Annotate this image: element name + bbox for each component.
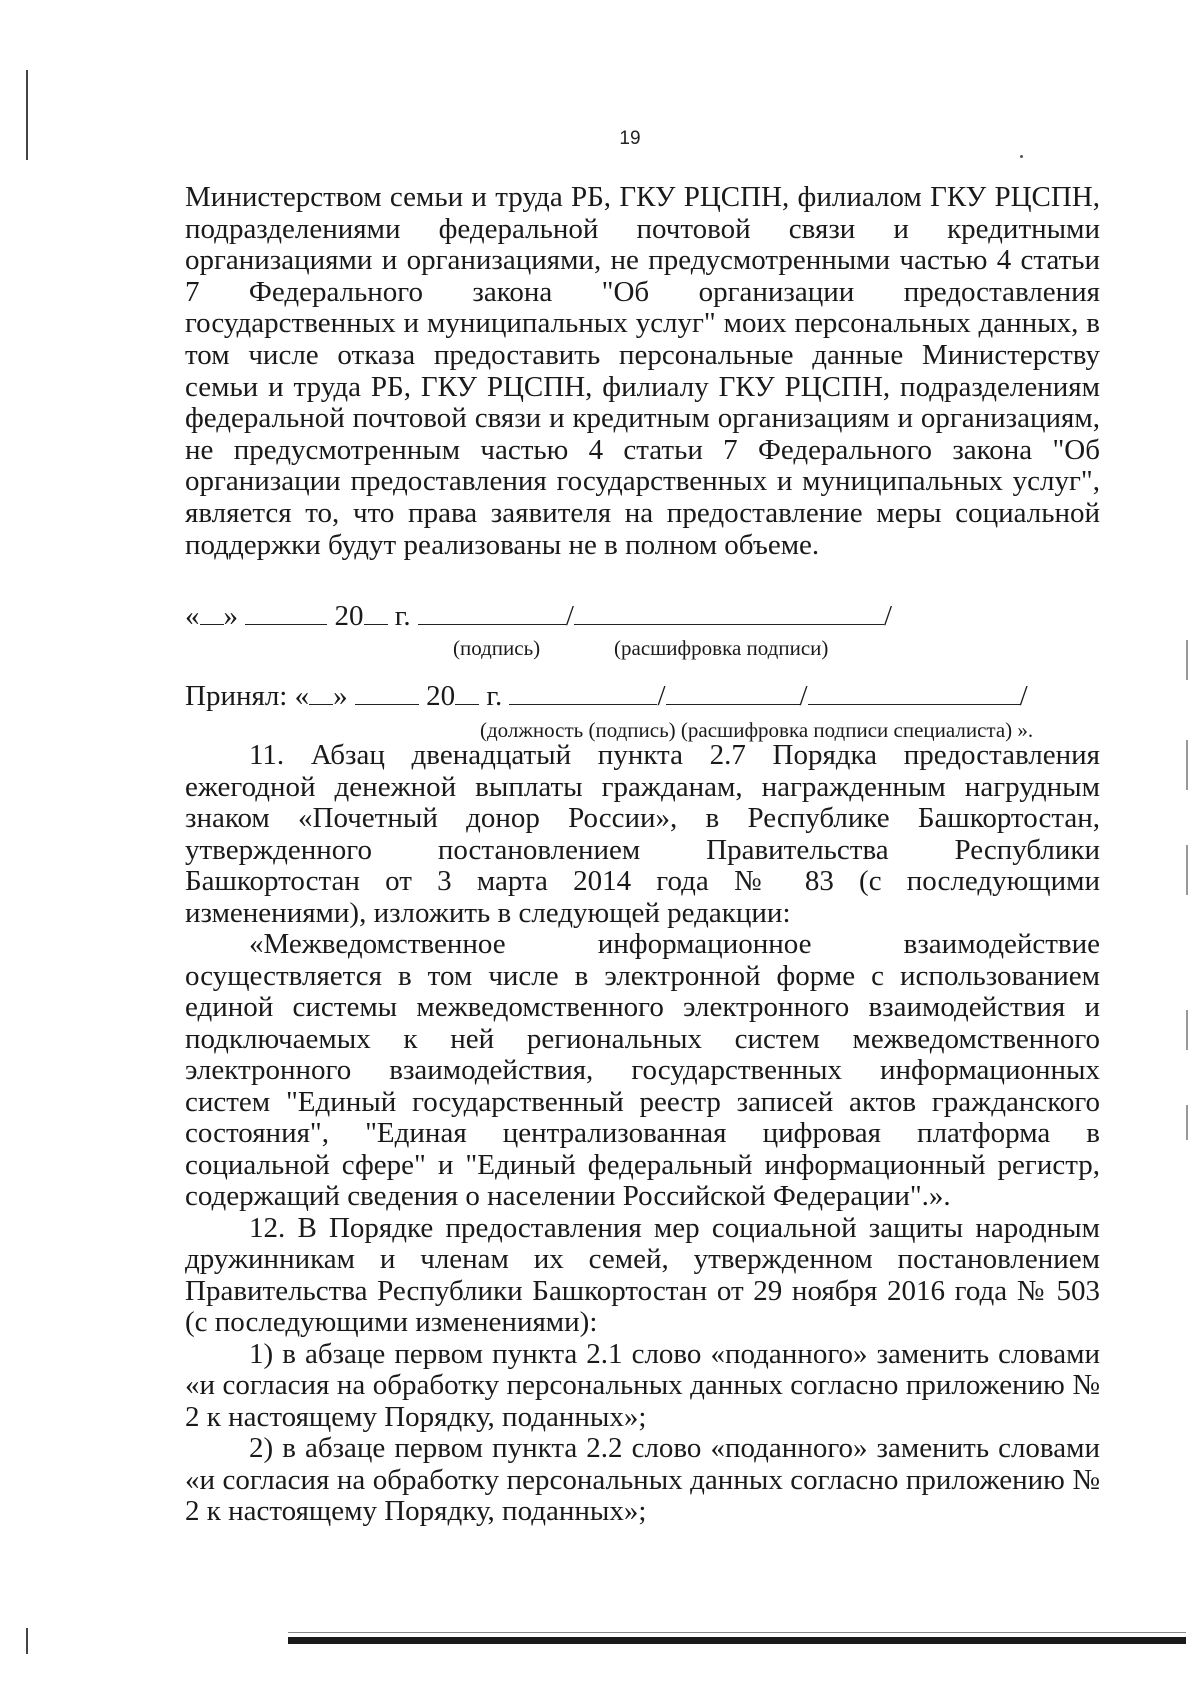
signature-year-prefix: 20 — [334, 600, 364, 632]
accepted-day-blank — [309, 682, 333, 705]
scan-dot — [1020, 155, 1023, 158]
accepted-month-blank — [355, 682, 419, 705]
accepted-year-blank — [455, 682, 479, 705]
accepted-close-quote: » — [333, 680, 348, 712]
signature-year-suffix: г. — [394, 600, 411, 632]
right-margin-mark-1 — [1186, 640, 1188, 680]
right-margin-mark-2 — [1186, 740, 1188, 790]
accepted-slash-1: / — [657, 680, 666, 712]
bottom-rule-thin — [288, 1632, 1186, 1633]
item-12-paragraph: 12. В Порядке предоставления мер социальной защиты народным дружинникам и членам их семей, утвержденном постановлением Правительства Республики Башкортостан от 29 ноября 2016 года № 503 (с последующими изменениями): — [185, 1211, 1100, 1338]
signature-line — [185, 600, 892, 632]
accepted-year-suffix: г. — [486, 680, 503, 712]
accepted-signature-blank — [666, 682, 800, 705]
left-margin-mark-bottom — [26, 1628, 28, 1654]
item-11-paragraph: 11. Абзац двенадцатый пункта 2.7 Порядка предоставления ежегодной денежной выплаты гражданам, награжденным нагрудным знаком «Почетный донор России», в Республике Башкортостан, утвержденного постановлением Правительства Республики Башкортостан от 3 марта 2014 года № 83 (с последующими изменениями), изложить в следующей редакции: — [185, 739, 1100, 929]
signature-month-blank — [245, 602, 327, 625]
item-12-sub-1: 1) в абзаце первом пункта 2.1 слово «поданного» заменить словами «и согласия на обработку персональных данных согласно приложению № 2 к настоящему Порядку, поданных»; — [185, 1337, 1100, 1433]
accepted-year-prefix: 20 — [426, 680, 456, 712]
caption-accepted: (должность (подпись) (расшифровка подписи специалиста) ». — [480, 718, 1034, 742]
signature-day-blank — [200, 602, 224, 625]
signature-close-quote: » — [223, 600, 238, 632]
accepted-decoding-blank — [808, 682, 1020, 705]
signature-slash-2: / — [883, 600, 892, 632]
caption-signature-decoding: (расшифровка подписи) — [614, 636, 829, 660]
accepted-slash-2: / — [799, 680, 808, 712]
accepted-line — [185, 680, 1028, 712]
signature-slash-1: / — [565, 600, 574, 632]
signature-open-quote: « — [185, 600, 200, 632]
intro-paragraph: Министерством семьи и труда РБ, ГКУ РЦСПН, филиалом ГКУ РЦСПН, подразделениями федеральной почтовой связи и кредитными организациями и организациями, не предусмотренными частью 4 статьи 7 Федерального закона "Об организации предоставления государственных и муниципальных услуг" моих персональных данных, в том числе отказа предоставить персональные данные Министерству семьи и труда РБ, ГКУ РЦСПН, филиалу ГКУ РЦСПН, подразделениям федеральной почтовой связи и кредитным организациям и организациям, не предусмотренным частью 4 статьи 7 Федерального закона "Об организации предоставления государственных и муниципальных услуг", является то, что права заявителя на предоставление меры социальной поддержки будут реализованы не в полном объеме. — [185, 181, 1100, 561]
intro-paragraph-block — [185, 182, 1100, 561]
caption-signature: (подпись) — [453, 636, 541, 660]
accepted-label: Принял: — [185, 680, 288, 712]
bottom-rule — [288, 1637, 1186, 1644]
accepted-position-blank — [509, 682, 657, 705]
body-items-block — [185, 740, 1100, 1528]
page-number: 19 — [619, 128, 641, 149]
right-margin-mark-4 — [1186, 1010, 1188, 1050]
right-margin-mark-3 — [1186, 845, 1188, 895]
signature-decoding-blank — [574, 602, 884, 625]
right-margin-mark-5 — [1186, 1105, 1188, 1140]
signature-year-blank — [364, 602, 388, 625]
accepted-slash-3: / — [1019, 680, 1028, 712]
signature-blank — [418, 602, 566, 625]
accepted-open-quote: « — [294, 680, 310, 712]
item-12-sub-2: 2) в абзаце первом пункта 2.2 слово «поданного» заменить словами «и согласия на обработку персональных данных согласно приложению № 2 к настоящему Порядку, поданных»; — [185, 1432, 1100, 1527]
item-11-quote: «Межведомственное информационное взаимодействие осуществляется в том числе в электронной форме с использованием единой системы межведомственного электронного взаимодействия и подключаемых к ней региональных систем межведомственного электронного взаимодействия, государственных информационных систем "Единый государственный реестр записей актов гражданского состояния", "Единая централизованная цифровая платформа в социальной сфере" и "Единый федеральный информационный регистр, содержащий сведения о населении Российской Федерации".». — [185, 928, 1100, 1212]
